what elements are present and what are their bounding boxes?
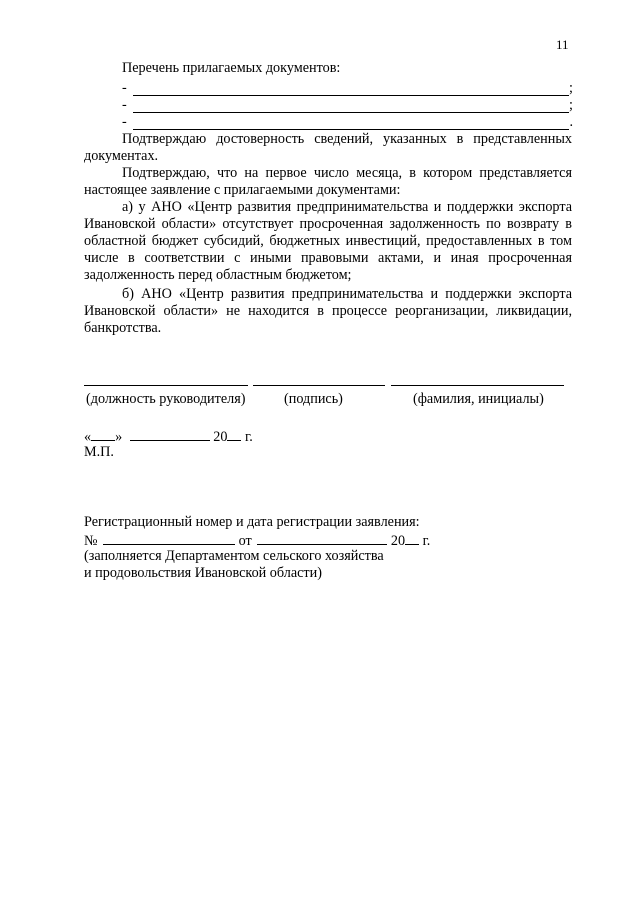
registration-note-line-2: и продовольствия Ивановской области) [84,565,322,581]
attachments-heading: Перечень прилагаемых документов: [122,60,341,76]
date-open-quote: « [84,429,92,445]
registration-year-prefix: 20 [390,533,406,549]
date-day-blank [91,427,115,441]
attachment-line-3 [122,114,573,131]
signature-sign-line [253,385,385,386]
date-close-quote: » [115,429,123,445]
attachment-line-2 [122,97,573,114]
paragraph-item-a: а) у АНО «Центр развития предпринимательства и поддержки экспорта Ивановской области» отсутствует просроченная задолженность по возврату в областной бюджет субсидий, бюджетных инвестиций, предоставленных в том числе в соответствии с иными правовыми актами, и иная просроченная задолженность перед областным бюджетом; [84,199,572,283]
attachment-line-rule [133,112,569,113]
signature-position-label: (должность руководителя) [86,391,246,407]
paragraph-confirm-accuracy: Подтверждаю достоверность сведений, указанных в представленных документах. [84,131,572,164]
date-year-suffix: г. [245,429,253,445]
attachment-line-end: . [569,114,573,130]
attachment-line-dash: - [122,114,127,130]
signature-name-label: (фамилия, инициалы) [413,391,544,407]
attachment-line-end: ; [569,97,573,113]
attachment-line-1 [122,80,573,97]
attachment-line-rule [133,95,569,96]
paragraph-confirm-date: Подтверждаю, что на первое число месяца, в котором представляется настоящее заявление с прилагаемыми документами: [84,165,572,198]
registration-year-suffix: г. [422,533,431,549]
signature-sign-label: (подпись) [284,391,343,407]
registration-number-blank [103,531,235,545]
registration-date-blank [257,531,387,545]
stamp-label: М.П. [84,444,114,460]
attachment-line-dash: - [122,97,127,113]
paragraph-item-b: б) АНО «Центр развития предпринимательства и поддержки экспорта Ивановской области» не находится в процессе реорганизации, ликвидации, банкротства. [84,286,572,336]
registration-from-label: от [238,533,252,549]
registration-note-line-1: (заполняется Департаментом сельского хозяйства [84,548,384,564]
page-number: 11 [556,37,569,52]
attachment-line-dash: - [122,80,127,96]
signature-name-line [391,385,564,386]
registration-year-blank [405,531,419,545]
date-month-blank [130,427,210,441]
registration-number-sign: № [84,533,98,549]
date-year-blank [227,427,241,441]
signature-position-line [84,385,248,386]
date-year-prefix: 20 [213,429,228,445]
attachment-line-end: ; [569,80,573,96]
registration-heading: Регистрационный номер и дата регистрации заявления: [84,514,420,530]
attachment-line-rule [133,129,569,130]
